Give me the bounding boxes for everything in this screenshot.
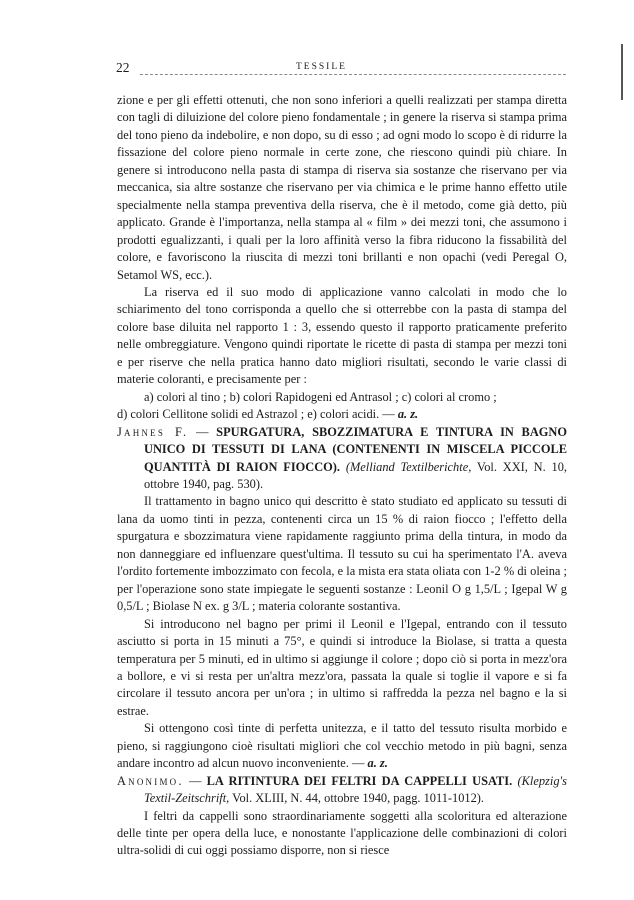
- entry-source: (Klepzig's Textil-Zeitschrift,: [144, 773, 567, 806]
- list-text: d) colori Cellitone solidi ed Astrazol ; e) colori acidi. —: [117, 407, 395, 422]
- paragraph: Il trattamento in bagno unico qui descritto è stato studiato ed applicato su tessuti di lana da uomo tinti in pezza, contenenti circa un 15 % di raion fiocco ; l'effetto della spurgatura e sbozzimatura viene rapidamente raggiunto prima della tintura, in modo da non danneggiare ed influenzare quest'ultima. Il tessuto su cui ha sperimentato l'A. aveva l'ordito fortemente imbozzimato con fecola, e la mista era stata oliata con 1-2 % di oleina ; per l'operazione sono state impiegate le seguenti sostanze : Leonil O g 1,5/L ; Igepal W g 0,5/L ; Biolase N ex. g 3/L ; materia colorante sostantiva.: [117, 494, 567, 614]
- paragraph: [117, 720, 567, 772]
- dye-class-list: a) colori al tino ; b) colori Rapidogeni ed Antrasol ; c) colori al cromo ;: [144, 389, 497, 404]
- paragraph-continued: zione e per gli effetti ottenuti, che non sono inferiori a quelli realizzati per stampa diretta con tagli di diluizione del colore pieno fondamentale ; in genere la riserva si stampa prima del tono pieno da indebolire, e non dopo, su di esso ; ad ogni modo lo scopo è di ridurre la fissazione del colore pieno normale in certe zone, che riescono quindi più chiare. In genere si introducono nella pasta di stampa di riserva sia sostanze che riservano per via meccanica, sia altre sostanze che riservano per via chimica e le prime hanno effetto utile specialmente nella stampa preventiva della riserva, che è il metodo, come già detto, più applicato. Grande è l'importanza, nella stampa al « film » dei mezzi toni, che assumono i prodotti egualizzanti, i quali per la loro affinità verso la fibra riducono la fissabilità del colore, e favoriscono la riuscita di mezzi toni brillanti e non opachi (vedi Peregal O, Setamol WS, ecc.).: [117, 93, 567, 282]
- entry-details: Vol. XXI, N. 10, ottobre 1940, pag. 530).: [144, 459, 568, 491]
- paragraph: Si introducono nel bagno per primi il Leonil e l'Igepal, entrando con il tessuto asciutto si porta in 15 minuti a 75°, e quindi si introduce la Biolase, si tratta a questa temperatura per 5 minuti, ed in ultimo si aggiunge il colore ; dopo ciò si porta in mezz'ora a bollore, e vi si resta per un'altra mezz'ora, passata la quale si toglie il vapore e si fa circolare il tessuto ancora per un'ora ; in ultimo si raffredda la pezza nel bagno e la si estrae.: [117, 616, 567, 718]
- paragraph: La riserva ed il suo modo di applicazione vanno calcolati in modo che lo schiarimento del tono corrisponda a quello che si otterrebbe con la pasta di stampa del colore base diluita nel rapporto 1 : 3, essendo questo il rapporto praticamente preferito nelle ombreggiature. Vengono quindi riportate le ricette di pasta di stampa per mezzi toni e per riserve che nella pratica hanno dato migliori risultati, secondo le varie classi di materie coloranti, e precisamente per :: [117, 284, 567, 387]
- entry-dash: —: [188, 424, 217, 439]
- entry-dash: —: [183, 773, 207, 788]
- entry-author: Jahnes F.: [117, 424, 189, 439]
- bibliographic-entry: [117, 424, 567, 494]
- dye-class-list-end: [117, 406, 567, 423]
- page-number: 22: [116, 60, 130, 75]
- bibliographic-entry: [117, 773, 567, 808]
- author-signature: a. z.: [367, 756, 388, 771]
- author-signature: a. z.: [397, 407, 419, 422]
- entry-title: SPURGATURA, SBOZZIMATURA E TINTURA IN BAGNO UNICO DI TESSUTI DI LANA (CONTENENTI IN MISCELA PICCOLE QUANTITÀ DI RAION FIOCCO).: [144, 424, 567, 474]
- entry-title: LA RITINTURA DEI FELTRI DA CAPPELLI USATI.: [206, 773, 513, 788]
- header-rule: [140, 74, 566, 75]
- entry-source: (Melliand Textilberichte,: [345, 459, 472, 474]
- paragraph-text: Si ottengono così tinte di perfetta unitezza, e il tatto del tessuto risulta morbido e pieno, si raggiungono cioè risultati migliori che col vecchio metodo in più bagni, senza andare incontro ad alcun nuovo inconveniente. —: [117, 721, 567, 771]
- page-edge-mark: [621, 44, 623, 100]
- body-text: [117, 92, 567, 860]
- running-title: TESSILE: [296, 62, 347, 72]
- entry-author: Anonimo.: [117, 773, 184, 788]
- entry-details: Vol. XLIII, N. 44, ottobre 1940, pagg. 1011-1012).: [232, 791, 485, 806]
- paragraph: I feltri da cappelli sono straordinariamente soggetti alla scoloritura ed alterazione delle tinte per opera della luce, e nonostante l'applicazione delle combinazioni di colori ultra-solidi di cui oggi possiamo disporre, non si riesce: [117, 808, 567, 858]
